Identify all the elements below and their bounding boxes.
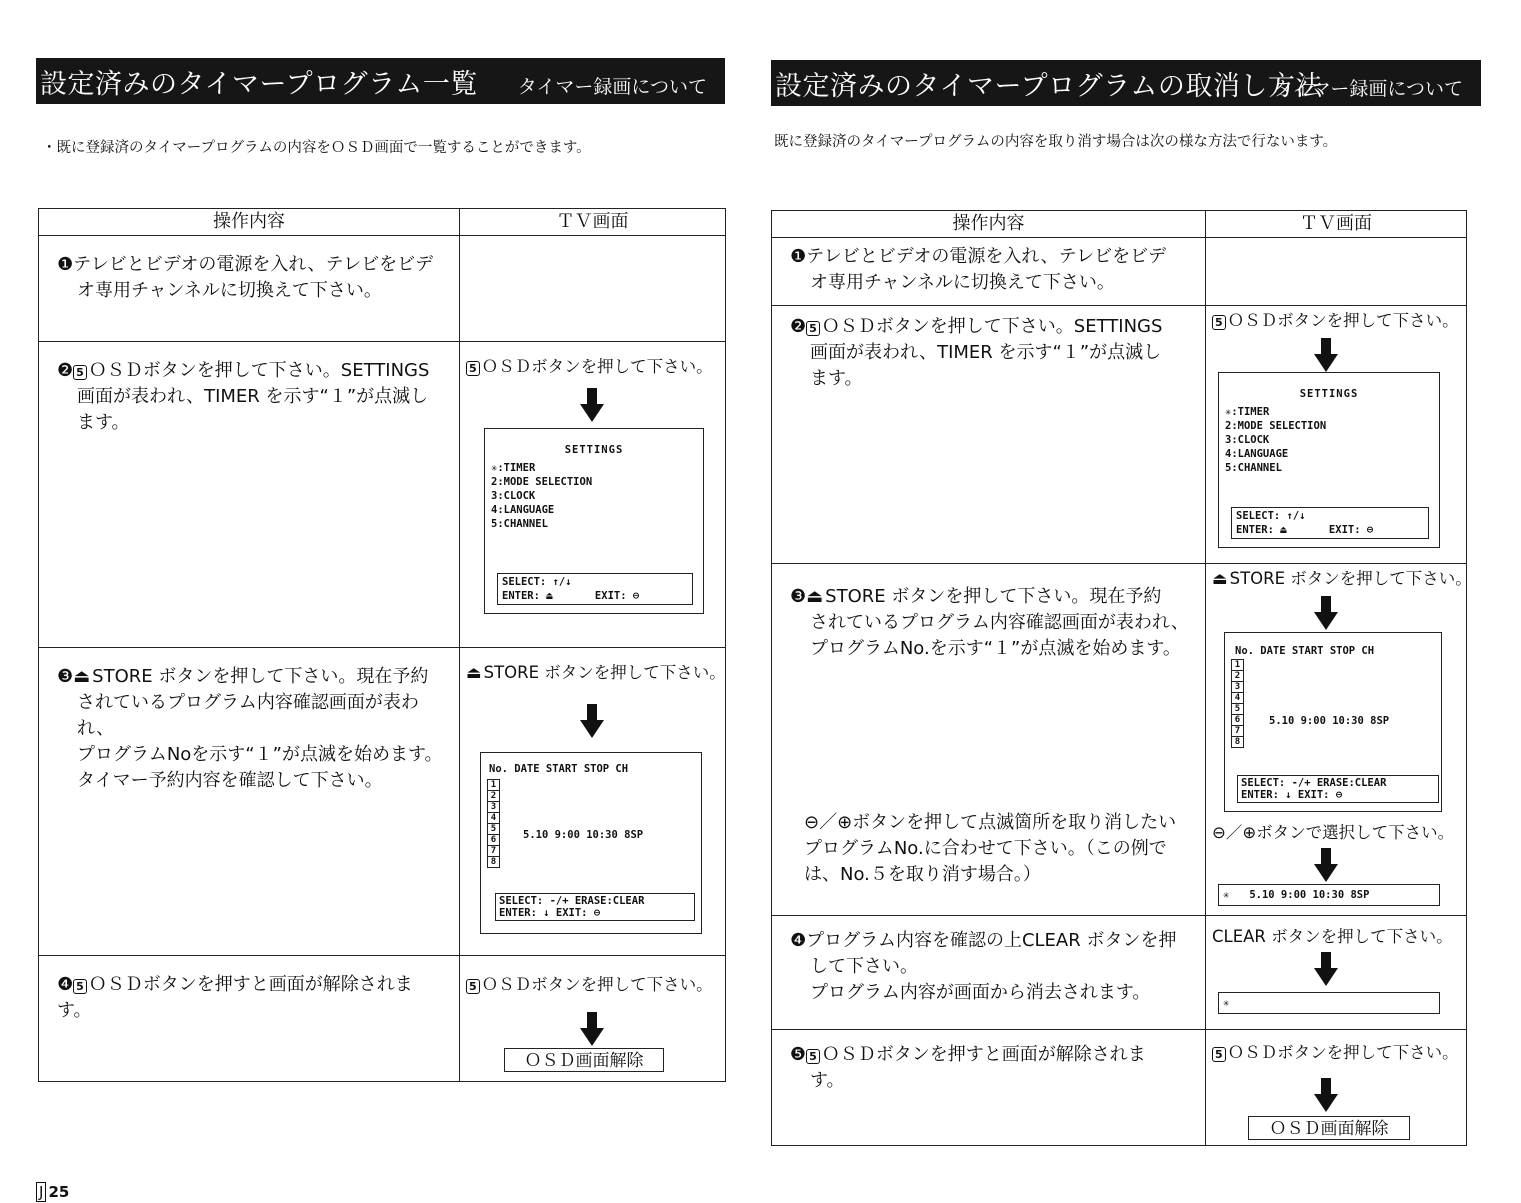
left-intro: ・既に登録済のタイマープログラムの内容をＯＳＤ画面で一覧することができます。 [42, 140, 591, 156]
left-step-2-tv: 5 ＯＳＤボタンを押して下さい。 SETTINGS ✳:TIMER 2:MODE SELECTION 3:CLOCK 4:LANGUAGE 5:CHANNEL SELECT: ↑/↓ ENTER: ⏏ EXIT: ⊖ [460, 342, 726, 648]
down-arrow-icon [1314, 952, 1338, 986]
osd-program-screen: No. DATE START STOP CH 1 2 3 4 5 6 7 8 5.10 9:00 10:30 8SP SELECT: -/+ ERASE:CLEAR ENTER: ↓ EXIT: ⊖ [1224, 632, 1442, 812]
osd-button-icon: 5 [73, 979, 87, 994]
left-step-3-tv: ⏏ STORE ボタンを押して下さい。 No. DATE START STOP CH 1 2 3 4 5 6 7 8 5.10 9:00 10:30 8SP SELECT: -/+ ERASE:CLEAR ENTER: ↓ EXIT: ⊖ [460, 648, 726, 956]
down-arrow-icon [580, 388, 604, 422]
osd-exit-icon: ⊖ [1335, 789, 1343, 801]
store-icon: ⏏ [1212, 569, 1228, 588]
selected-program-row: ✳ 5.10 9:00 10:30 8SP [1218, 884, 1440, 906]
left-step-1: ❶テレビとビデオの電源を入れ、テレビをビデ オ専用チャンネルに切換えて下さい。 [39, 236, 460, 342]
left-step-3: ❸⏏ STORE ボタンを押して下さい。現在予約 されているプログラム内容確認画面が表われ、 プログラムNoを示す“１”が点滅を始めます。 タイマー予約内容を確認して下さい。 [39, 648, 460, 956]
program-number-column: 1 2 3 4 5 6 7 8 [1231, 659, 1244, 748]
right-col-ops-header: 操作内容 [772, 211, 1206, 238]
right-title-bar [771, 60, 1481, 106]
osd-button-icon: 5 [466, 979, 480, 994]
osd-settings-screen: SETTINGS ✳:TIMER 2:MODE SELECTION 3:CLOCK 4:LANGUAGE 5:CHANNEL SELECT: ↑/↓ ENTER: ⏏ EXIT: ⊖ [484, 428, 704, 614]
osd-button-icon: 5 [806, 321, 820, 336]
left-step-1-tv [460, 236, 726, 342]
right-step-4-tv: CLEAR ボタンを押して下さい。 ✳ [1206, 916, 1467, 1030]
right-step-3-tv: ⏏ STORE ボタンを押して下さい。 No. DATE START STOP CH 1 2 3 4 5 6 7 8 5.10 9:00 10:30 8SP SELECT: -/+ ERASE:CLEAR ENTER: ↓ EXIT: ⊖ ⊖／⊕ボタンで選択して下さい。 ✳ 5.10 9:00 10:30 8SP [1206, 564, 1467, 916]
right-step-2-tv: 5 ＯＳＤボタンを押して下さい。 SETTINGS ✳:TIMER 2:MODE SELECTION 3:CLOCK 4:LANGUAGE 5:CHANNEL SELECT: ↑/↓ ENTER: ⏏ EXIT: ⊖ [1206, 306, 1467, 564]
right-step-2: ❷ 5 ＯＳＤボタンを押して下さい。SETTINGS 画面が表われ、TIMER を示す“１”が点滅し ます。 [772, 306, 1206, 564]
left-col-tv-header: ＴＶ画面 [460, 209, 726, 236]
osd-settings-screen: SETTINGS ✳:TIMER 2:MODE SELECTION 3:CLOCK 4:LANGUAGE 5:CHANNEL SELECT: ↑/↓ ENTER: ⏏ EXIT: ⊖ [1218, 372, 1440, 548]
page-number: J 25 [36, 1183, 69, 1201]
left-ops-table [38, 208, 726, 1082]
blink-icon: ✳: [491, 462, 504, 474]
down-arrow-icon [1314, 848, 1338, 882]
store-icon: ⏏ [466, 663, 482, 682]
right-page-title: 設定済みのタイマープログラムの取消し方法 [775, 71, 1323, 102]
osd-cancel-box: ＯＳＤ画面解除 [1248, 1116, 1410, 1140]
left-title-bar [36, 58, 725, 104]
right-step-1: ❶テレビとビデオの電源を入れ、テレビをビデ オ専用チャンネルに切換えて下さい。 [772, 238, 1206, 306]
store-icon: ⏏ [1280, 524, 1287, 536]
osd-exit-icon: ⊖ [632, 590, 640, 602]
down-arrow-icon [1314, 596, 1338, 630]
cleared-program-row [1218, 992, 1440, 1014]
blink-icon: ✳: [1225, 406, 1238, 418]
right-intro: 既に登録済のタイマープログラムの内容を取り消す場合は次の様な方法で行ないます。 [774, 134, 1338, 150]
blink-icon: ✳ [1223, 997, 1230, 1009]
osd-program-screen: No. DATE START STOP CH 1 2 3 4 5 6 7 8 5.10 9:00 10:30 8SP SELECT: -/+ ERASE:CLEAR ENTER: ↓ EXIT: ⊖ [480, 752, 702, 934]
program-number-column: 1 2 3 4 5 6 7 8 [487, 779, 500, 868]
blink-icon: ✳ [1223, 889, 1230, 901]
left-page-subtitle: タイマー録画について [517, 76, 707, 98]
left-page-title: 設定済みのタイマープログラム一覧 [40, 69, 478, 100]
osd-button-icon: 5 [466, 361, 480, 376]
store-icon: ⏏ [73, 666, 91, 687]
osd-exit-icon: ⊖ [593, 907, 601, 919]
osd-cancel-box: ＯＳＤ画面解除 [504, 1048, 664, 1072]
left-step-4-tv: 5 ＯＳＤボタンを押して下さい。 ＯＳＤ画面解除 [460, 956, 726, 1082]
osd-button-icon: 5 [1212, 1047, 1226, 1062]
right-step-3: ❸⏏ STORE ボタンを押して下さい。現在予約 されているプログラム内容確認画面が表われ、 プログラムNo.を示す“１”が点滅を始めます。 ⊖／⊕ボタンを押して点滅箇所を取り消したい プログラムNo.に合わせて下さい。（この例で は、No.５を取り消す場合。） [772, 564, 1206, 916]
store-icon: ⏏ [806, 586, 824, 607]
down-arrow-icon [1314, 338, 1338, 372]
osd-button-icon: 5 [1212, 315, 1226, 330]
osd-exit-icon: ⊖ [1366, 524, 1374, 536]
right-ops-table [771, 210, 1472, 1146]
right-page-subtitle: タイマー録画について [1273, 78, 1463, 100]
osd-menu-item-timer: ✳:TIMER [491, 462, 536, 474]
right-step-5-tv: 5 ＯＳＤボタンを押して下さい。 ＯＳＤ画面解除 [1206, 1030, 1467, 1146]
osd-button-icon: 5 [806, 1049, 820, 1064]
down-arrow-icon [1314, 1078, 1338, 1112]
left-col-ops-header: 操作内容 [39, 209, 460, 236]
down-arrow-icon [580, 704, 604, 738]
right-step-1-tv [1206, 238, 1467, 306]
right-step-4: ❹プログラム内容を確認の上CLEAR ボタンを押 して下さい。 プログラム内容が画面から消去されます。 [772, 916, 1206, 1030]
left-step-4: ❹ 5 ＯＳＤボタンを押すと画面が解除されます。 [39, 956, 460, 1082]
store-icon: ⏏ [546, 590, 553, 602]
right-col-tv-header: ＴＶ画面 [1206, 211, 1467, 238]
left-step-2: ❷ 5 ＯＳＤボタンを押して下さい。SETTINGS 画面が表われ、TIMER を示す“１”が点滅し ます。 [39, 342, 460, 648]
down-arrow-icon [580, 1012, 604, 1046]
osd-button-icon: 5 [73, 365, 87, 380]
right-step-5: ❺ 5 ＯＳＤボタンを押すと画面が解除されま す。 [772, 1030, 1206, 1146]
